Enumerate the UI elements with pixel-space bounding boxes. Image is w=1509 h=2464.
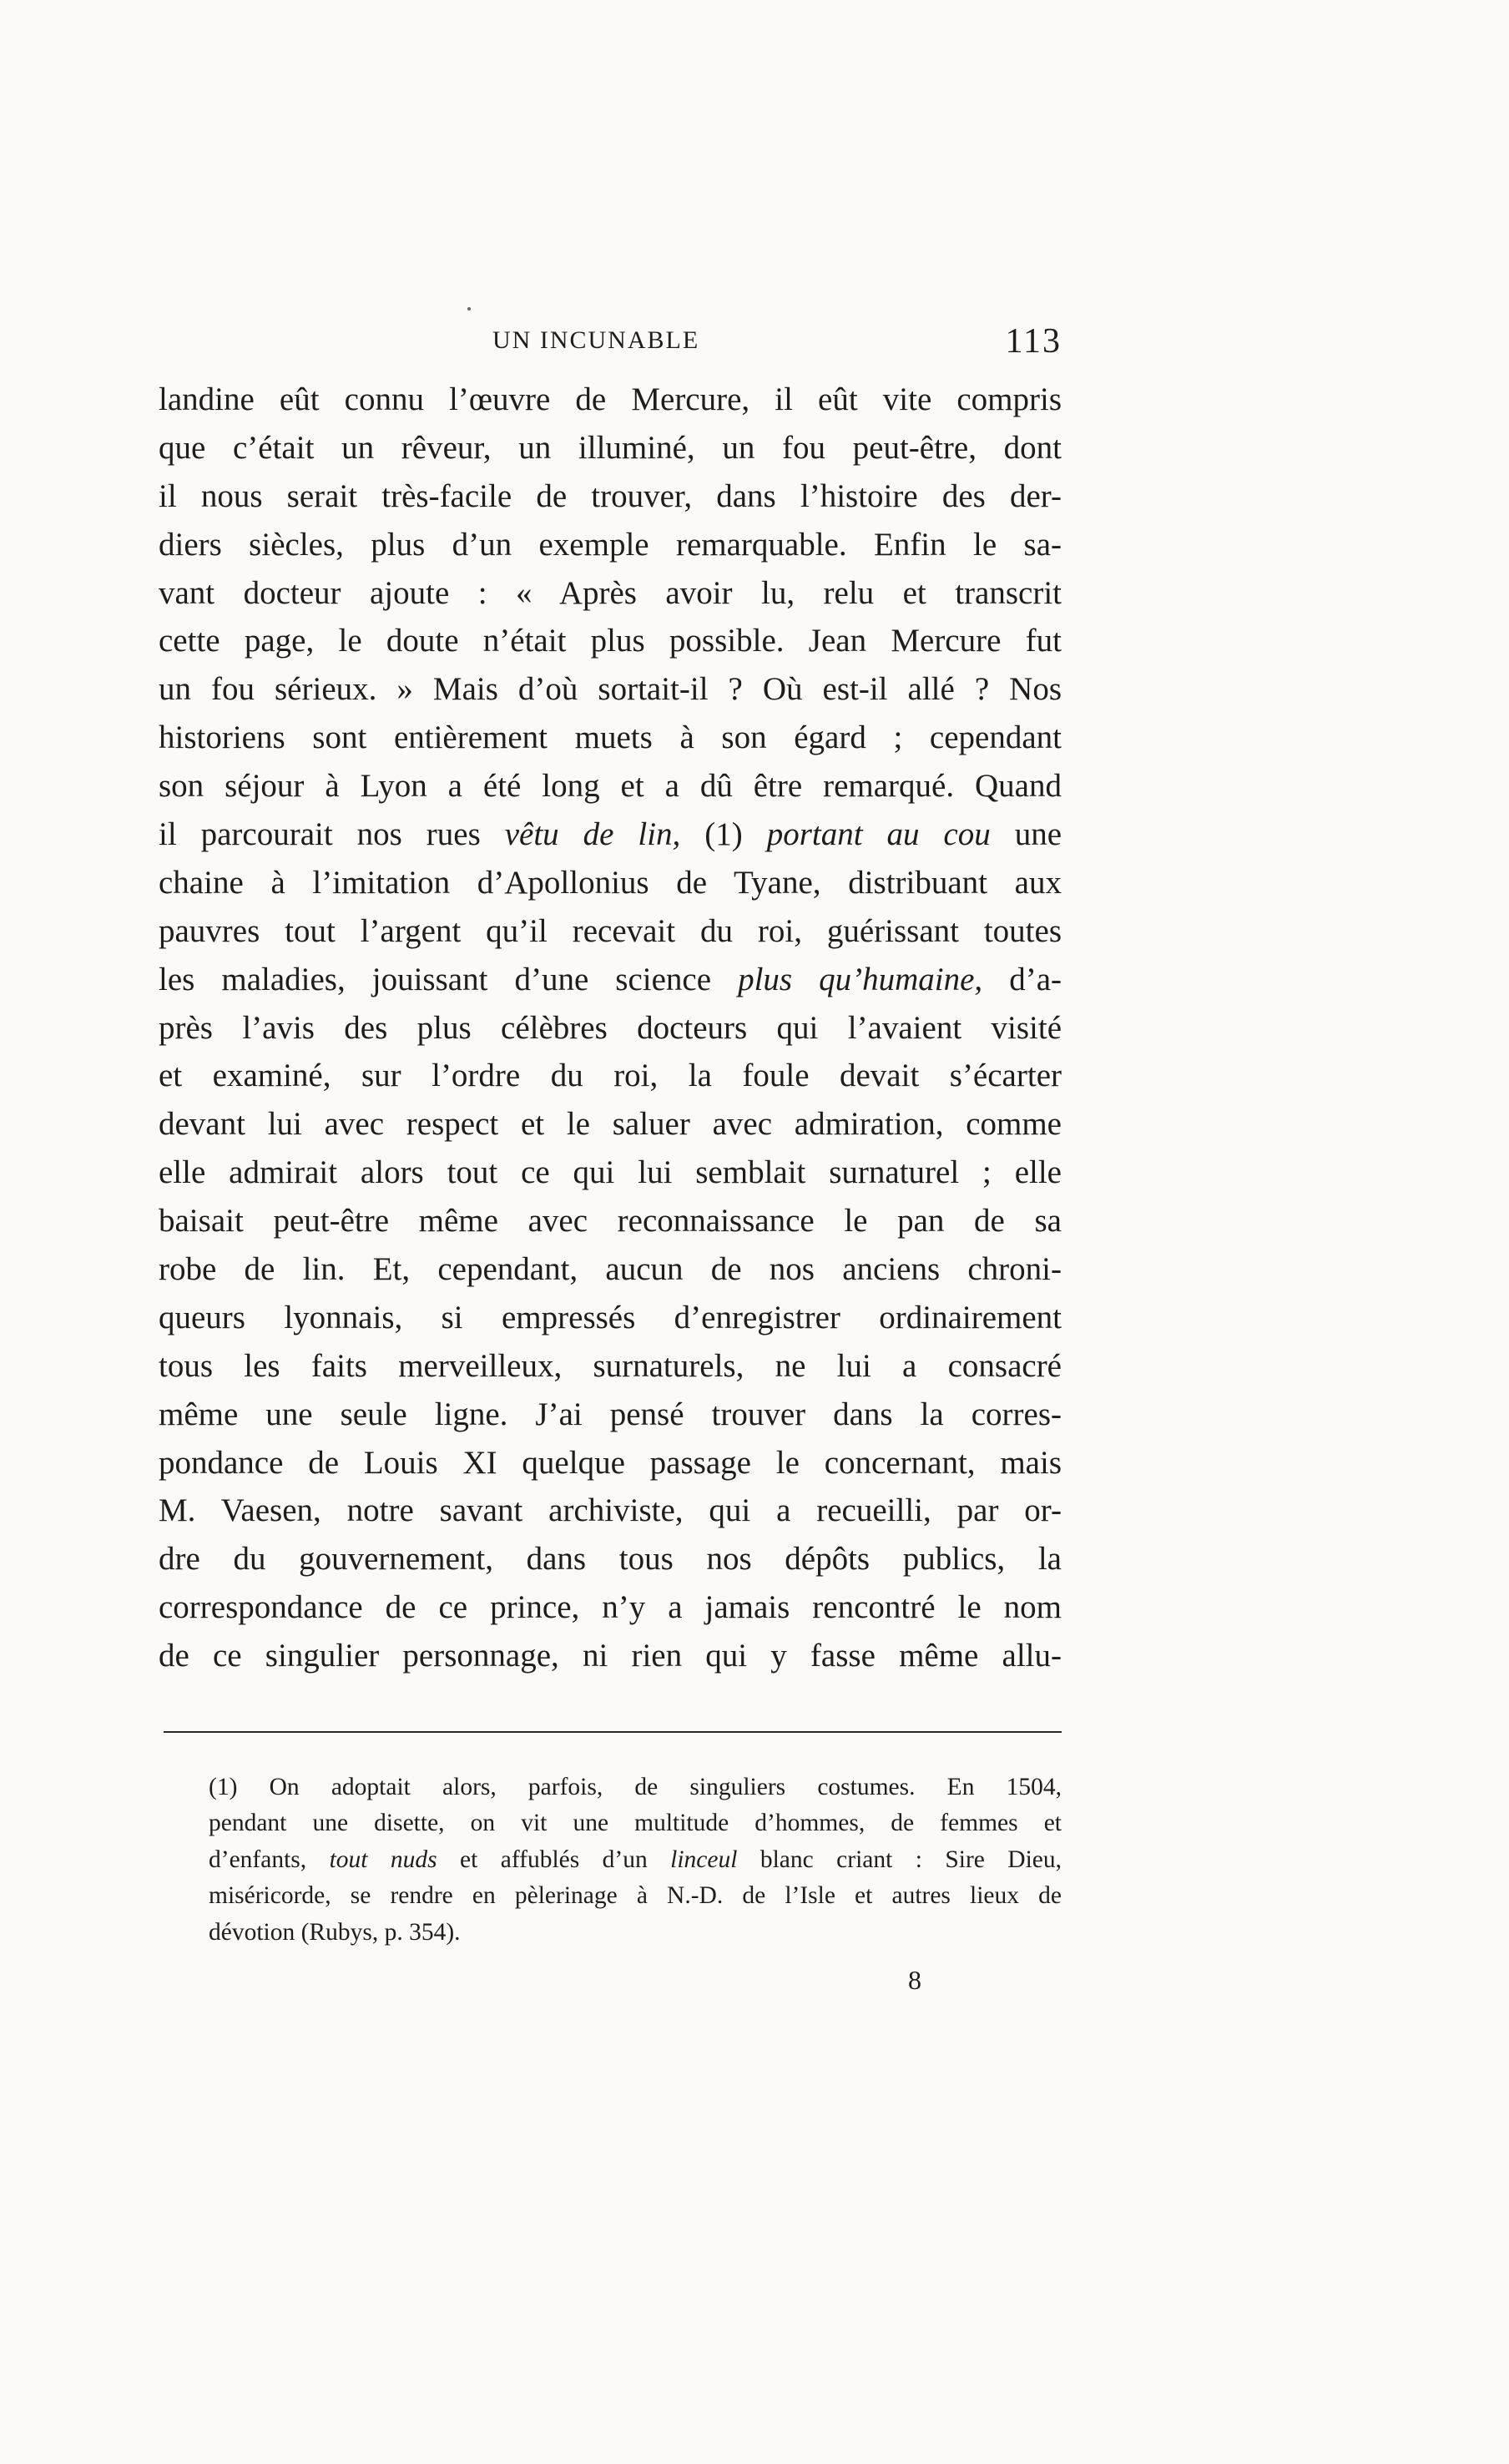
text-line: près l’avis des plus célèbres docteurs qui l’avaient visité xyxy=(159,1009,1062,1046)
footnote-line: pendant une disette, on vit une multitude d’hommes, de femmes et xyxy=(209,1810,1062,1837)
footnote-line xyxy=(209,1842,1062,1878)
ink-speck xyxy=(467,307,471,311)
text-line: et examiné, sur l’ordre du roi, la foule devait s’écarter xyxy=(159,1058,1062,1094)
text-run: d’a- xyxy=(1009,961,1062,997)
footnote-line: miséricorde, se rendre en pèlerinage à N.-D. de l’Isle et autres lieux de xyxy=(209,1882,1062,1910)
text-line: son séjour à Lyon a été long et a dû être remarqué. Quand xyxy=(159,768,1062,805)
text-line: chaine à l’imitation d’Apollonius de Tyane, distribuant aux xyxy=(159,864,1062,901)
text-line: devant lui avec respect et le saluer avec admiration, comme xyxy=(159,1106,1062,1143)
body-text xyxy=(159,376,1062,1680)
italic-phrase: portant au cou xyxy=(766,816,991,853)
text-line: dre du gouvernement, dans tous nos dépôts publics, la xyxy=(159,1541,1062,1578)
text-run: et affublés d’un xyxy=(460,1845,648,1873)
text-line: M. Vaesen, notre savant archiviste, qui a recueilli, par or- xyxy=(159,1492,1062,1529)
text-line: landine eût connu l’œuvre de Mercure, il eût vite compris xyxy=(159,381,1062,417)
running-title: UN INCUNABLE xyxy=(492,326,700,354)
text-line: cette page, le doute n’était plus possible. Jean Mercure fut xyxy=(159,623,1062,659)
page-number: 113 xyxy=(1005,322,1062,361)
text-line: pauvres tout l’argent qu’il recevait du roi, guérissant toutes xyxy=(159,912,1062,949)
text-line: robe de lin. Et, cependant, aucun de nos anciens chroni- xyxy=(159,1251,1062,1288)
text-line: correspondance de ce prince, n’y a jamais rencontré le nom xyxy=(159,1589,1062,1626)
text-line: de ce singulier personnage, ni rien qui y fasse même allu- xyxy=(159,1638,1062,1674)
text-line: pondance de Louis XI quelque passage le concernant, mais xyxy=(159,1444,1062,1481)
text-run: blanc criant : Sire Dieu, xyxy=(760,1845,1062,1873)
italic-phrase: vêtu de lin, xyxy=(504,816,681,853)
text-line: même une seule ligne. J’ai pensé trouver dans la corres- xyxy=(159,1396,1062,1432)
text-run: d’enfants, xyxy=(209,1845,307,1873)
text-line: diers siècles, plus d’un exemple remarquable. Enfin le sa- xyxy=(159,526,1062,563)
text-run: il parcourait nos rues xyxy=(159,816,481,853)
footnote-marker: (1) xyxy=(704,816,743,853)
text-line: vant docteur ajoute : « Après avoir lu, relu et transcrit xyxy=(159,574,1062,611)
text-line: elle admirait alors tout ce qui lui semblait surnaturel ; elle xyxy=(159,1154,1062,1191)
footnote-rule xyxy=(164,1731,1062,1733)
running-head xyxy=(159,324,1062,366)
text-run: les maladies, jouissant d’une science xyxy=(159,961,712,997)
footnote-line: dévotion (Rubys, p. 354). xyxy=(209,1918,461,1946)
text-line: il nous serait très-facile de trouver, dans l’histoire des der- xyxy=(159,477,1062,514)
text-line: baisait peut-être même avec reconnaissance le pan de sa xyxy=(159,1203,1062,1240)
italic-phrase: plus qu’humaine, xyxy=(738,961,983,997)
text-line: queurs lyonnais, si empressés d’enregistrer ordinairement xyxy=(159,1299,1062,1336)
text-line xyxy=(159,956,1062,1004)
signature-mark: 8 xyxy=(908,1965,921,1995)
footnote-line: (1) On adoptait alors, parfois, de singuliers costumes. En 1504, xyxy=(209,1774,1062,1800)
footnote xyxy=(209,1770,1062,1951)
italic-phrase: tout nuds xyxy=(329,1845,437,1873)
italic-phrase: linceul xyxy=(670,1845,738,1873)
text-line: un fou sérieux. » Mais d’où sortait-il ? Où est-il allé ? Nos xyxy=(159,671,1062,708)
text-line: historiens sont entièrement muets à son égard ; cependant xyxy=(159,720,1062,756)
text-line: tous les faits merveilleux, surnaturels, ne lui a consacré xyxy=(159,1347,1062,1384)
text-line: que c’était un rêveur, un illuminé, un fou peut-être, dont xyxy=(159,429,1062,466)
text-run: une xyxy=(1014,816,1062,853)
text-line xyxy=(159,810,1062,859)
